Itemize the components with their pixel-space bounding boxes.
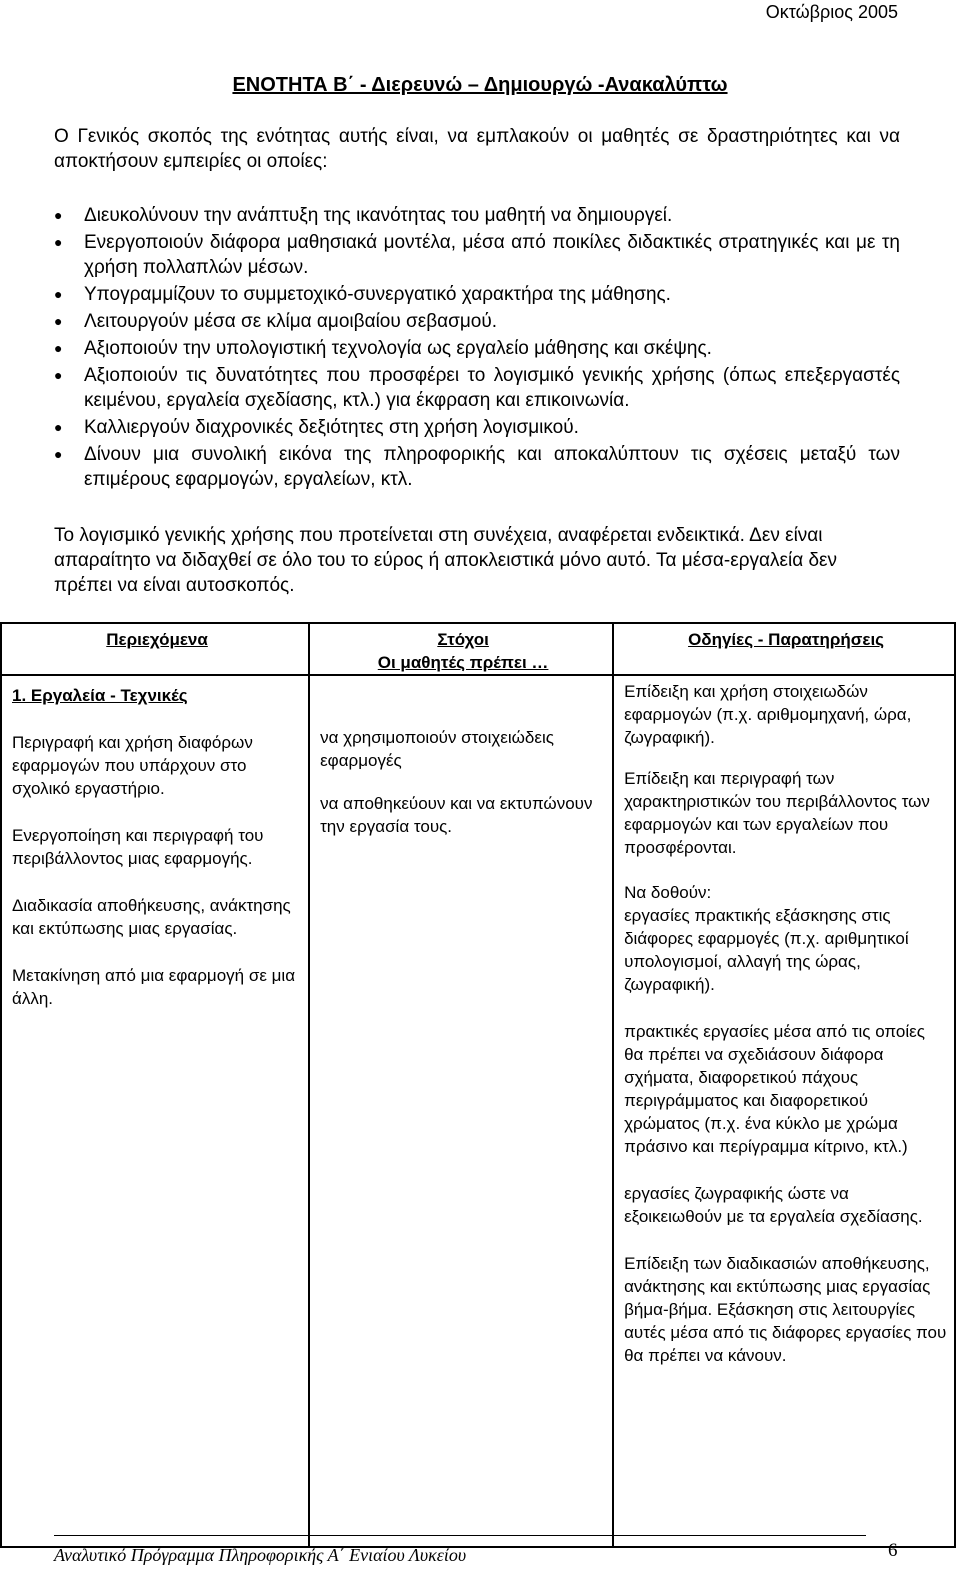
contents-cell	[1, 675, 309, 1547]
table-row	[1, 675, 955, 1547]
notes-item: εργασίες ζωγραφικής ώστε να εξοικειωθούν με τα εργαλεία σχεδίασης.	[624, 1184, 923, 1226]
goal-cell-item: να χρησιμοποιούν στοιχειώδεις εφαρμογές	[320, 728, 554, 770]
goal-text: Αξιοποιούν τις δυνατότητες που προσφέρει το λογισμικό γενικής χρήσης (όπως επεξεργαστές κειμένου, εργαλεία σχεδίασης, κτλ.) για έκφραση και επικοινωνία.	[84, 365, 900, 411]
goal-item	[54, 415, 900, 440]
contents-item: Διαδικασία αποθήκευσης, ανάκτησης και εκτύπωσης μιας εργασίας.	[12, 896, 291, 938]
bullet-icon: ●	[54, 446, 63, 462]
notes-item: Επίδειξη και χρήση στοιχειωδών εφαρμογών (π.χ. αριθμομηχανή, ώρα, ζωγραφική).	[624, 682, 912, 747]
software-note: Το λογισμικό γενικής χρήσης που προτείνεται στη συνέχεια, αναφέρεται ενδεικτικά. Δεν είναι απαραίτητο να διδαχθεί σε όλο του το εύρος ή αποκλειστικά μόνο αυτό. Τα μέσα-εργαλεία δεν πρέπει να είναι αυτοσκοπός.	[54, 525, 838, 596]
section-title-text: ΕΝΟΤΗΤΑ Β΄ - Διερευνώ – Δημιουργώ -Ανακαλύπτω	[232, 74, 728, 96]
goals-list	[54, 203, 900, 494]
header-goals	[309, 623, 613, 675]
goal-text: Αξιοποιούν την υπολογιστική τεχνολογία ως εργαλείο μάθησης και σκέψης.	[84, 338, 712, 359]
goal-item	[54, 282, 900, 307]
footer-divider	[54, 1535, 866, 1536]
bullet-icon: ●	[54, 419, 63, 435]
header-date: Οκτώβριος 2005	[765, 2, 898, 22]
bullet-icon: ●	[54, 340, 63, 356]
goal-text: Λειτουργούν μέσα σε κλίμα αμοιβαίου σεβασμού.	[84, 311, 498, 332]
goal-text: Υπογραμμίζουν το συμμετοχικό-συνεργατικό χαρακτήρα της μάθησης.	[84, 284, 671, 305]
page-number: 6	[888, 1540, 898, 1561]
notes-item: εργασίες πρακτικής εξάσκησης στις διάφορες εφαρμογές (π.χ. αριθμητικοί υπολογισμοί, αλλαγή της ώρας, ζωγραφική).	[624, 906, 909, 994]
bullet-icon: ●	[54, 286, 63, 302]
goal-text: Καλλιεργούν διαχρονικές δεξιότητες στη χρήση λογισμικού.	[84, 417, 579, 438]
goal-text: Διευκολύνουν την ανάπτυξη της ικανότητας του μαθητή να δημιουργεί.	[84, 205, 673, 226]
notes-item: πρακτικές εργασίες μέσα από τις οποίες θα πρέπει να σχεδιάσουν διάφορα σχήματα, διαφορετικού πάχους περιγράμματος και διαφορετικού χρώματος (π.χ. ένα κύκλο με χρώμα πράσινο και περίγραμμα κίτρινο, κτλ.)	[624, 1022, 925, 1156]
goal-item	[54, 363, 900, 413]
goal-cell-item: να αποθηκεύουν και να εκτυπώνουν την εργασία τους.	[320, 794, 593, 836]
intro-paragraph: Ο Γενικός σκοπός της ενότητας αυτής είναι, να εμπλακούν οι μαθητές σε δραστηριότητες και να αποκτήσουν εμπειρίες οι οποίες:	[54, 126, 900, 172]
goal-item	[54, 442, 900, 492]
goal-item	[54, 203, 900, 228]
content-table	[0, 622, 956, 1548]
contents-item: Περιγραφή και χρήση διαφόρων εφαρμογών που υπάρχουν στο σχολικό εργαστήριο.	[12, 733, 253, 798]
header-notes: Οδηγίες - Παρατηρήσεις	[613, 623, 955, 675]
section-title	[0, 74, 960, 97]
notes-item: Επίδειξη και περιγραφή των χαρακτηριστικών του περιβάλλοντος των εφαρμογών και των εργαλείων που προσφέρονται.	[624, 769, 930, 857]
goal-item	[54, 336, 900, 361]
notes-item: Να δοθούν:	[624, 883, 712, 902]
goal-item	[54, 230, 900, 280]
bullet-icon: ●	[54, 313, 63, 329]
notes-item: Επίδειξη των διαδικασιών αποθήκευσης, ανάκτησης και εκτύπωσης μιας εργασίας βήμα-βήμα. Εξάσκηση στις λειτουργίες αυτές μέσα από τις διάφορες εργασίες που θα πρέπει να κάνουν.	[624, 1254, 947, 1365]
goal-text: Ενεργοποιούν διάφορα μαθησιακά μοντέλα, μέσα από ποικίλες διδακτικές στρατηγικές και με τη χρήση πολλαπλών μέσων.	[84, 232, 900, 278]
table-header-row	[1, 623, 955, 675]
bullet-icon: ●	[54, 234, 63, 250]
bullet-icon: ●	[54, 207, 63, 223]
contents-item: Μετακίνηση από μια εφαρμογή σε μια άλλη.	[12, 966, 296, 1008]
notes-cell	[613, 675, 955, 1547]
header-goals-title: Στόχοι	[437, 630, 489, 649]
goals-cell	[309, 675, 613, 1547]
bullet-icon: ●	[54, 367, 63, 383]
footer-title: Αναλυτικό Πρόγραμμα Πληροφορικής Α΄ Ενιαίου Λυκείου	[54, 1545, 467, 1565]
contents-item: Ενεργοποίηση και περιγραφή του περιβάλλοντος μιας εφαρμογής.	[12, 826, 264, 868]
contents-title: 1. Εργαλεία - Τεχνικές	[12, 686, 188, 705]
header-goals-sub: Οι μαθητές πρέπει …	[377, 653, 549, 672]
goal-item	[54, 309, 900, 334]
goal-text: Δίνουν μια συνολική εικόνα της πληροφορικής και αποκαλύπτουν τις σχέσεις μεταξύ των επιμέρους εφαρμογών, εργαλείων, κτλ.	[84, 444, 900, 490]
header-contents: Περιεχόμενα	[1, 623, 309, 675]
